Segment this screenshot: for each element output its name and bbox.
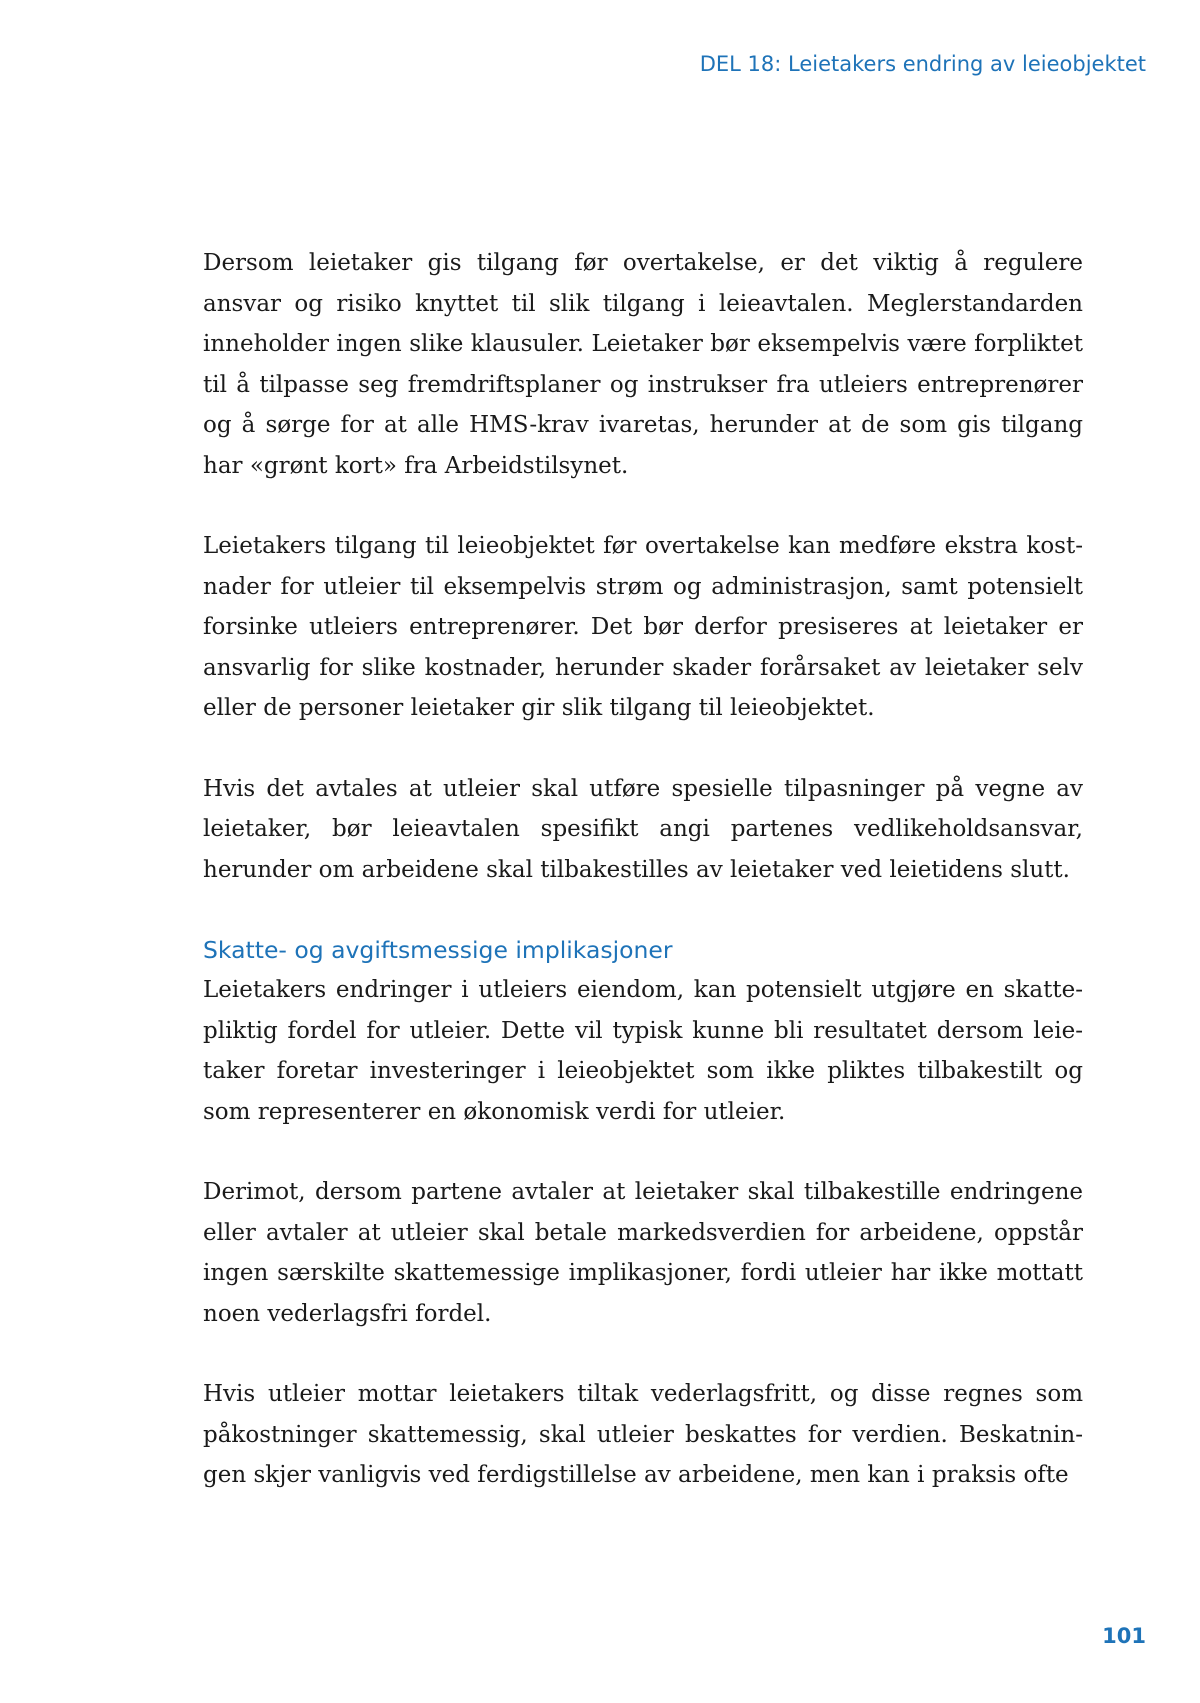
- paragraph: Leietakers tilgang til leieobjektet før overtakelse kan medføre ekstra kostnader for utleier til eksempelvis strøm og administrasjon, samt potensielt forsinke utleiers entreprenører. Det bør derfor presiseres at leietaker er ansvarlig for slike kostnader, herunder skader forårsaket av leietaker selv eller de personer leietaker gir slik tilgang til leieobjektet.: [203, 533, 1083, 721]
- body-text: [203, 243, 1083, 1536]
- paragraph: Hvis det avtales at utleier skal utføre spesielle tilpasninger på vegne av leietaker, bør leieavtalen spesifikt angi partenes vedlikeholdsansvar, herunder om arbeidene skal tilbakestilles av leietaker ved leietidens slutt.: [203, 775, 1083, 883]
- paragraph: Hvis utleier mottar leietakers tiltak vederlagsfritt, og disse regnes som påkostninger skattemessig, skal utleier beskattes for verdien. Beskatningen skjer vanligvis ved ferdigstillelse av arbeidene, men kan i praksis ofte: [203, 1381, 1083, 1488]
- page-number: 101: [1102, 1624, 1146, 1648]
- paragraph: Leietakers endringer i utleiers eiendom, kan potensielt utgjøre en skattepliktig fordel for utleier. Dette vil typisk kunne bli resultatet dersom leietaker foretar investeringer i leieobjektet som ikke pliktes tilbakestilt og som representerer en økonomisk verdi for utleier.: [203, 977, 1083, 1125]
- section-heading: Skatte- og avgiftsmessige implikasjoner: [203, 936, 673, 964]
- paragraph: Dersom leietaker gis tilgang før overtakelse, er det viktig å regulere ansvar og risiko knyttet til slik tilgang i leieavtalen. Meglerstandarden inneholder ingen slike klausuler. Leietaker bør eksempelvis være forpliktet til å tilpasse seg fremdriftsplaner og instrukser fra utleiers entreprenører og å sørge for at alle HMS-krav ivaretas, herunder at de som gis tilgang har «grønt kort» fra Arbeidstilsynet.: [203, 250, 1083, 479]
- paragraph: Derimot, dersom partene avtaler at leietaker skal tilbakestille endringene eller avtaler at utleier skal betale markedsverdien for arbeidene, oppstår ingen særskilte skattemessige implikasjoner, fordi utleier har ikke mottatt noen vederlagsfri fordel.: [203, 1179, 1083, 1327]
- running-header: DEL 18: Leietakers endring av leieobjektet: [699, 52, 1146, 76]
